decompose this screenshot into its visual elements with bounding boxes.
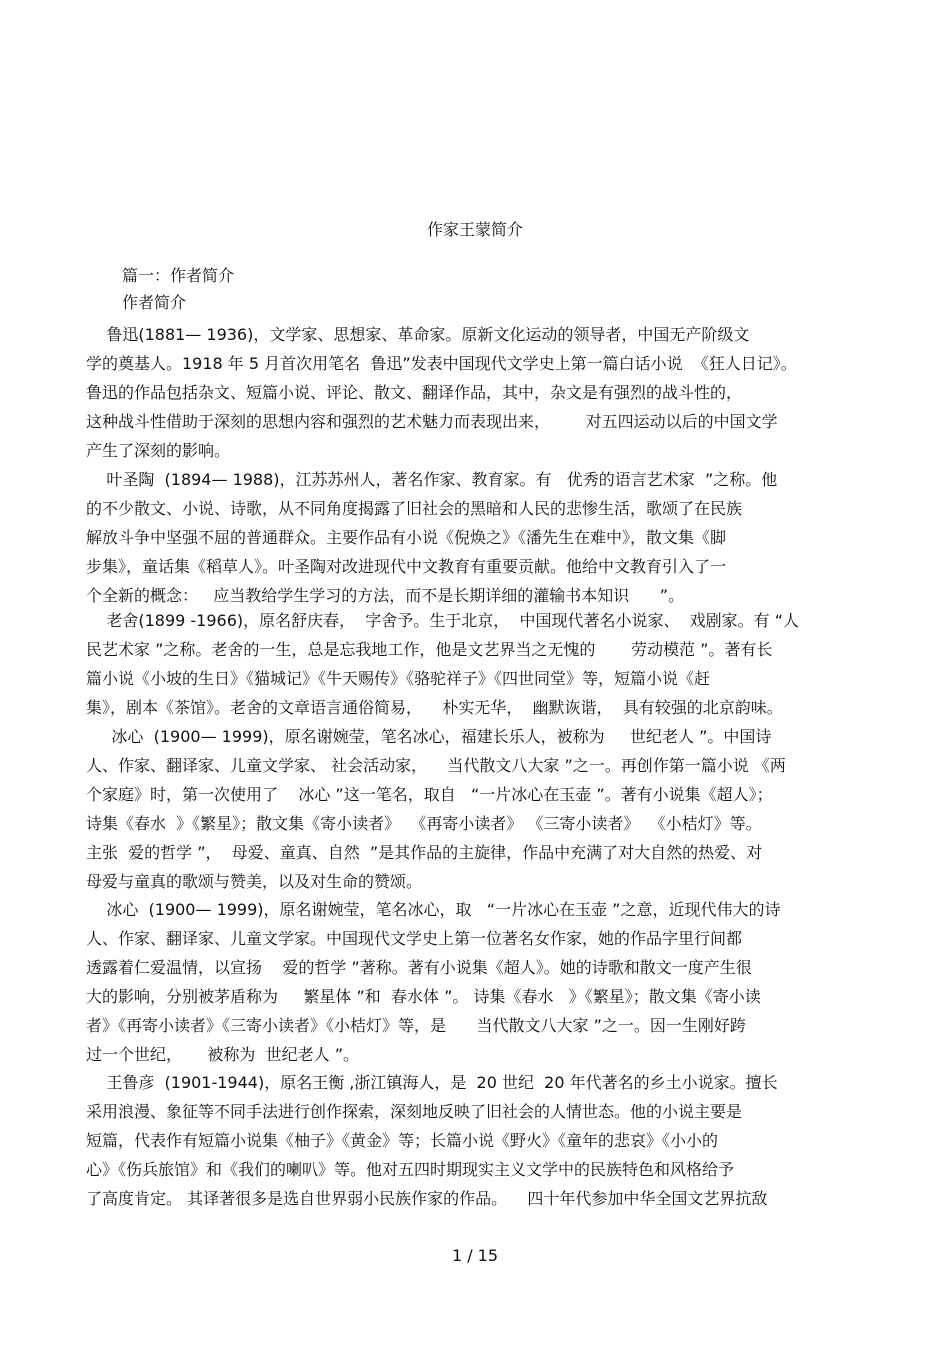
paragraph-luxun (86, 320, 886, 465)
text-line: 篇小说《小坡的生日》《猫城记》《牛天赐传》《骆驼祥子》《四世同堂》等，短篇小说《赶 (86, 669, 711, 688)
page-number: 1 / 15 (451, 1246, 499, 1265)
text-line: 王鲁彦 (1901-1944)，原名王衡 ,浙江镇海人，是 20 世纪 20 年代著名的乡土小说家。擅长 (86, 1073, 778, 1092)
text-line: 者》《再寄小读者》《三寄小读者》《小桔灯》等，是 当代散文八大家 ”之一。因一生刚好跨 (86, 1016, 746, 1035)
text-line: 鲁迅的作品包括杂文、短篇小说、评论、散文、翻译作品，其中，杂文是有强烈的战斗性的， (86, 383, 743, 402)
text-line: 个全新的概念： 应当教给学生学习的方法，而不是长期详细的灌输书本知识 ”。 (86, 586, 685, 605)
text-line: 解放斗争中坚强不屈的普通群众。主要作品有小说《倪焕之》《潘先生在难中》，散文集《脚 (86, 528, 727, 547)
text-line: 冰心 (1900— 1999)，原名谢婉莹，笔名冰心，取 “一片冰心在玉壶 ”之意，近现代伟大的诗 (86, 900, 781, 919)
document-title: 作家王蒙简介 (426, 220, 523, 239)
paragraph-bingxin-2 (86, 895, 886, 1069)
text-line: 母爱与童真的歌颂与赞美，以及对生命的赞颂。 (86, 872, 423, 891)
text-line: 产生了深刻的影响。 (86, 441, 231, 460)
text-line: 采用浪漫、象征等不同手法进行创作探索，深刻地反映了旧社会的人情世态。他的小说主要是 (86, 1102, 743, 1121)
text-line: 人、作家、翻译家、儿童文学家。中国现代文学史上第一位著名女作家，她的作品字里行间都 (86, 929, 743, 948)
text-line: 大的影响，分别被茅盾称为 繁星体 ”和 春水体 ”。 诗集《春水 》《繁星》；散文集《寄小读 (86, 987, 761, 1006)
text-line: 叶圣陶 (1894— 1988)，江苏苏州人，著名作家、教育家。有 优秀的语言艺术家 ”之称。他 (86, 470, 778, 489)
text-line: 冰心 (1900— 1999)，原名谢婉莹，笔名冰心，福建长乐人，被称为 世纪老人 ”。中国诗 (86, 727, 772, 746)
text-line: 老舍(1899 -1966)，原名舒庆春， 字舍予。生于北京， 中国现代著名小说家、 戏剧家。有 “人 (86, 611, 800, 630)
text-line: 民艺术家 ”之称。老舍的一生，总是忘我地工作，他是文艺界当之无愧的 劳动模范 ”。著有长 (86, 640, 773, 659)
text-line: 集》，剧本《茶馆》。老舍的文章语言通俗简易， 朴实无华， 幽默诙谐， 具有较强的北京韵味。 (86, 698, 783, 717)
paragraph-laoshe (86, 606, 886, 722)
text-line: 心》《伤兵旅馆》和《我们的喇叭》等。他对五四时期现实主义文学中的民族特色和风格给予 (86, 1160, 735, 1179)
text-line: 步集》，童话集《稻草人》。叶圣陶对改进现代中文教育有重要贡献。他给中文教育引入了一 (86, 557, 727, 576)
text-line: 的不少散文、小说、诗歌，从不同角度揭露了旧社会的黑暗和人民的悲惨生活，歌颂了在民族 (86, 499, 743, 518)
paragraph-wangluyan (86, 1068, 886, 1213)
text-line: 短篇，代表作有短篇小说集《柚子》《黄金》等；长篇小说《野火》《童年的悲哀》《小小的 (86, 1131, 719, 1150)
text-line: 了高度肯定。 其译著很多是选自世界弱小民族作家的作品。 四十年代参加中华全国文艺界抗敌 (86, 1189, 768, 1208)
text-line: 诗集《春水 》《繁星》；散文集《寄小读者》 《再寄小读者》 《三寄小读者》 《小桔灯》等。 (86, 814, 762, 833)
text-line: 主张 爱的哲学 ”， 母爱、童真、自然 ”是其作品的主旋律，作品中充满了对大自然的热爱、对 (86, 843, 763, 862)
text-line: 透露着仁爱温情，以宣扬 爱的哲学 ”著称。著有小说集《超人》。她的诗歌和散文一度产生很 (86, 958, 752, 977)
paragraph-bingxin-1 (86, 722, 886, 896)
section-heading: 篇一：作者简介 (122, 266, 235, 285)
text-line: 人、作家、翻译家、儿童文学家、 社会活动家， 当代散文八大家 ”之一。再创作第一篇小说 《两 (86, 756, 786, 775)
text-line: 鲁迅(1881— 1936)，文学家、思想家、革命家。原新文化运动的领导者，中国无产阶级文 (86, 325, 750, 344)
subsection-heading: 作者简介 (122, 293, 187, 312)
paragraph-yeshengtao (86, 465, 886, 610)
text-line: 过一个世纪， 被称为 世纪老人 ”。 (86, 1045, 359, 1064)
text-line: 个家庭》时，第一次使用了 冰心 ”这一笔名，取自 “一片冰心在玉壶 ”。著有小说集《超人》； (86, 785, 773, 804)
text-line: 学的奠基人。1918 年 5 月首次用笔名 鲁迅”发表中国现代文学史上第一篇白话小说 《狂人日记》。 (86, 354, 797, 373)
text-line: 这种战斗性借助于深刻的思想内容和强烈的艺术魅力而表现出来， 对五四运动以后的中国文学 (86, 412, 778, 431)
